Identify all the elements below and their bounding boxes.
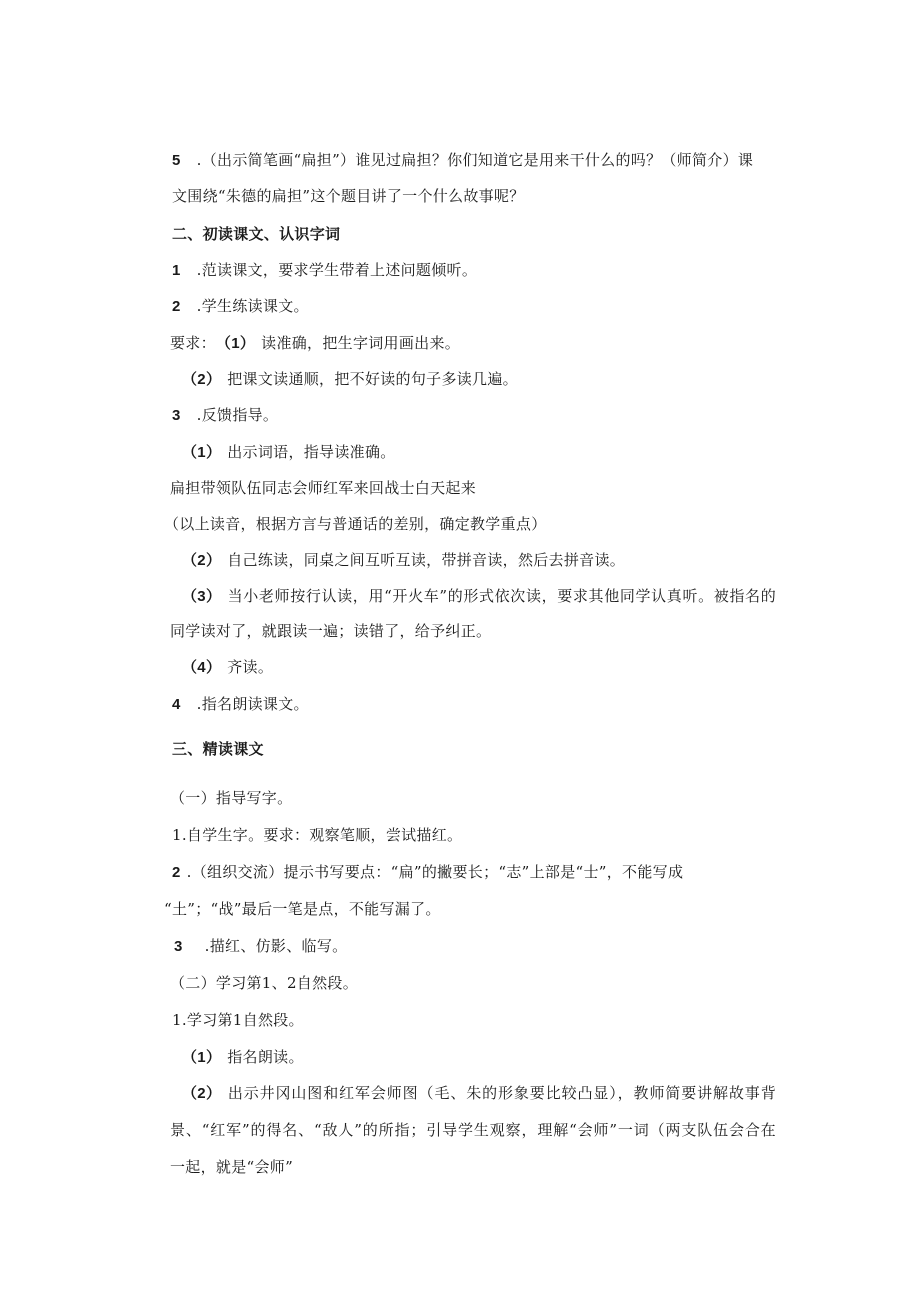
feedback-3-line2: 同学读对了，就跟读一遍；读错了，给予纠正。: [170, 622, 492, 640]
vocabulary-words: 扁担带领队伍同志会师红军来回战士白天起来: [170, 479, 477, 497]
s2-item3: [172, 405, 278, 426]
requirement-1: [170, 333, 460, 354]
s2-item4-number: 4: [172, 696, 181, 713]
paragraph-study-1: 1.学习第1自然段。: [172, 1011, 304, 1029]
writing-3-number: 3: [174, 938, 183, 955]
feedback-1: [182, 442, 396, 463]
requirement-2: [182, 369, 518, 390]
subsection-1: （一）指导写字。: [170, 789, 293, 807]
paragraph-1-step-1-text: 指名朗读。: [227, 1048, 304, 1066]
paragraph-1-step-2-line1: [170, 1083, 776, 1104]
item5-line1: [172, 150, 753, 171]
s2-item2: [172, 296, 309, 317]
section2-heading: 二、初读课文、认识字词: [172, 225, 341, 243]
feedback-2-number: （2）: [182, 552, 222, 569]
section3-heading: 三、精读课文: [172, 740, 264, 758]
s2-item4-text: .指名朗读课文。: [196, 695, 309, 713]
requirement-1-text: 读准确，把生字词用画出来。: [261, 334, 461, 352]
s2-item2-number: 2: [172, 298, 181, 315]
feedback-2: [182, 550, 625, 571]
paragraph-1-step-2-number: （2）: [182, 1085, 222, 1102]
feedback-4-text: 齐读。: [227, 658, 274, 676]
feedback-3-line1: [170, 586, 776, 607]
s2-item1-number: 1: [172, 262, 181, 279]
pronunciation-note: （以上读音，根据方言与普通话的差别，确定教学重点）: [164, 515, 547, 533]
paragraph-1-step-2-text: 出示井冈山图和红军会师图（毛、朱的形象要比较凸显），教师简要讲解故事背: [227, 1084, 776, 1102]
requirement-1-number: （1）: [215, 335, 256, 352]
item5-line2: 文围绕“朱德的扁担”这个题目讲了一个什么故事呢？: [172, 187, 525, 205]
s2-item2-text: .学生练读课文。: [196, 297, 309, 315]
subsection-2: （二）学习第1、2自然段。: [170, 974, 358, 992]
writing-2-line1: [172, 862, 683, 883]
writing-2-text: .（组织交流）提示书写要点：“扁”的撇要长；“志”上部是“士”，不能写成: [186, 863, 684, 881]
paragraph-1-step-1-number: （1）: [182, 1049, 222, 1066]
s2-item3-text: .反馈指导。: [196, 406, 279, 424]
feedback-1-number: （1）: [182, 444, 222, 461]
writing-2-line2: “土”；“战”最后一笔是点，不能写漏了。: [164, 900, 441, 918]
requirement-2-text: 把课文读通顺，把不好读的句子多读几遍。: [227, 370, 518, 388]
s2-item4: [172, 694, 309, 715]
writing-3: [174, 936, 347, 957]
feedback-4: [182, 657, 273, 678]
feedback-2-text: 自己练读，同桌之间互听互读，带拼音读，然后去拼音读。: [227, 551, 626, 569]
requirement-label: 要求：: [170, 334, 216, 352]
paragraph-1-step-1: [182, 1047, 304, 1068]
item5-number: 5: [172, 152, 181, 169]
feedback-3-text: 当小老师按行认读，用“开火车”的形式依次读，要求其他同学认真听。被指名的: [227, 587, 776, 605]
s2-item1-text: .范读课文，要求学生带着上述问题倾听。: [196, 261, 478, 279]
feedback-4-number: （4）: [182, 659, 222, 676]
s2-item3-number: 3: [172, 407, 181, 424]
paragraph-1-step-2-line2: 景、“红军”的得名、“敌人”的所指；引导学生观察，理解“会师”一词（两支队伍会合在: [170, 1121, 776, 1139]
feedback-1-text: 出示词语，指导读准确。: [227, 443, 396, 461]
writing-2-number: 2: [172, 864, 181, 881]
requirement-2-number: （2）: [182, 371, 222, 388]
paragraph-1-step-2-line3: 一起，就是“会师”: [170, 1158, 294, 1176]
writing-3-text: .描红、仿影、临写。: [204, 937, 348, 955]
item5-text: .（出示简笔画“扁担”）谁见过扁担？你们知道它是用来干什么的吗？（师简介）课: [196, 151, 754, 169]
writing-1: 1.自学生字。要求：观察笔顺，尝试描红。: [172, 826, 463, 844]
s2-item1: [172, 260, 477, 281]
feedback-3-number: （3）: [182, 588, 222, 605]
